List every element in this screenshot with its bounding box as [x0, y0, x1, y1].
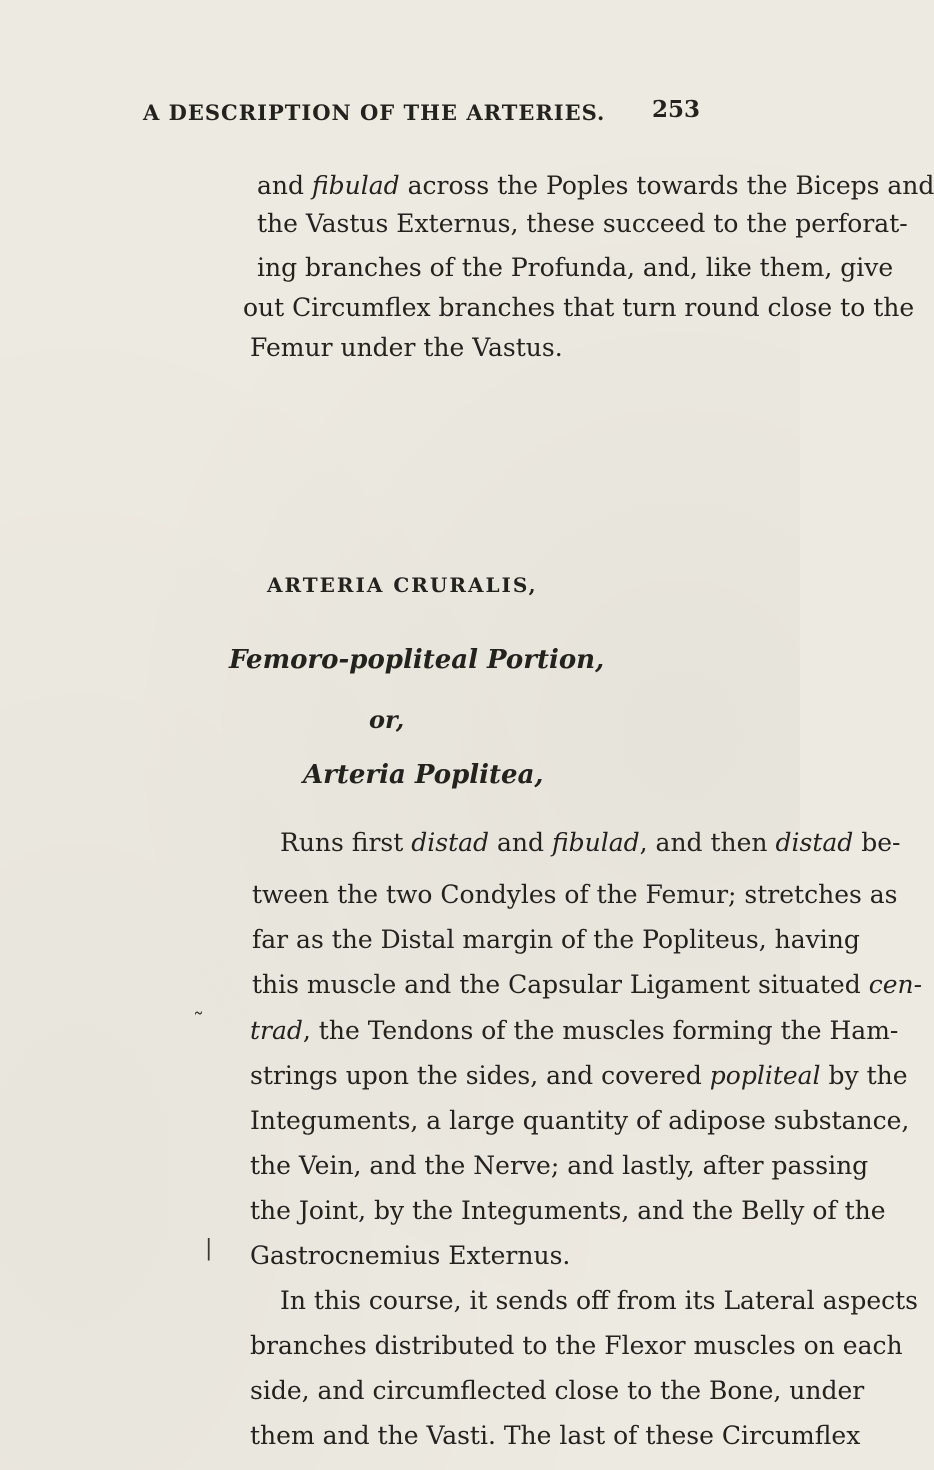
text-line: Runs first distad and fibulad, and then distad be-	[280, 828, 901, 857]
text-line: tween the two Condyles of the Femur; stretches as	[252, 880, 898, 909]
text-line: Femur under the Vastus.	[250, 333, 563, 362]
text-line: Gastrocnemius Externus.	[250, 1241, 571, 1270]
text-line: the Vein, and the Nerve; and lastly, after passing	[250, 1151, 869, 1180]
text-line: branches distributed to the Flexor muscles on each	[250, 1331, 903, 1360]
text-line: trad, the Tendons of the muscles forming the Ham-	[250, 1016, 899, 1045]
section-subtitle-or: or,	[369, 705, 405, 734]
text-line: far as the Distal margin of the Popliteus, having	[252, 925, 860, 954]
margin-mark: ˜	[193, 1010, 204, 1035]
text-line: and fibulad across the Poples towards the Biceps and	[257, 171, 934, 200]
text-line: strings upon the sides, and covered popliteal by the	[250, 1061, 908, 1090]
text-line: In this course, it sends off from its Lateral aspects	[280, 1286, 919, 1315]
text-line: side, and circumflected close to the Bone, under	[250, 1376, 865, 1405]
text-line: the Joint, by the Integuments, and the Belly of the	[250, 1196, 886, 1225]
text-line: ing branches of the Profunda, and, like them, give	[257, 253, 894, 282]
margin-mark: |	[205, 1236, 213, 1261]
text-line: Integuments, a large quantity of adipose substance,	[250, 1106, 910, 1135]
page-number: 253	[652, 96, 701, 123]
section-subtitle-alt: Arteria Poplitea,	[303, 760, 544, 790]
running-head: A DESCRIPTION OF THE ARTERIES.	[143, 100, 606, 125]
section-subtitle: Femoro-popliteal Portion,	[229, 645, 605, 675]
text-line: this muscle and the Capsular Ligament situated cen-	[252, 970, 923, 999]
section-title: ARTERIA CRURALIS,	[267, 573, 538, 597]
text-line: out Circumflex branches that turn round close to the	[243, 293, 915, 322]
text-line: the Vastus Externus, these succeed to the perforat-	[257, 209, 908, 238]
text-line: them and the Vasti. The last of these Circumflex	[250, 1421, 861, 1450]
